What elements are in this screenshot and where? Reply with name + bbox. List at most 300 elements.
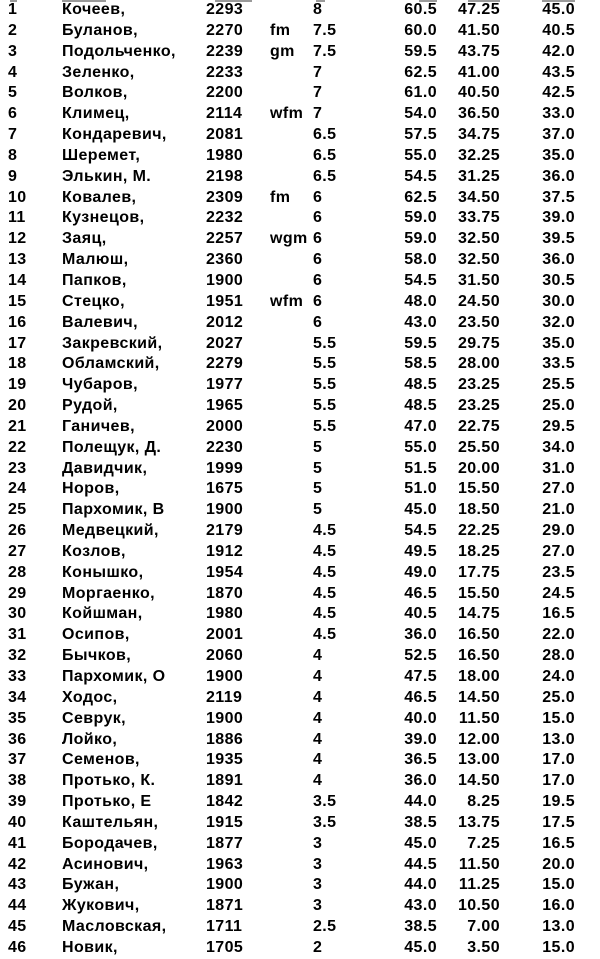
rank-cell: 22 [8,438,27,456]
tiebreak3-cell: 35.0 [542,146,575,164]
rank-cell: 46 [8,938,27,956]
table-row [0,500,600,521]
tiebreak1-cell: 52.5 [404,647,437,665]
player-name-cell: Асинович, [62,855,149,873]
player-name-cell: Подольченко, [62,42,176,60]
player-name-cell: Пархомик, В [62,501,165,519]
rating-cell: 2360 [206,251,244,269]
player-name-cell: Лойко, [62,730,118,748]
tiebreak3-cell: 24.5 [542,584,575,602]
tiebreak3-cell: 36.0 [542,251,575,269]
rank-cell: 3 [8,42,18,60]
tiebreak2-cell: 16.50 [457,647,500,665]
player-name-cell: Полещук, Д. [62,438,162,456]
tiebreak2-cell: 14.75 [457,605,500,623]
table-row [0,63,600,84]
tiebreak1-cell: 48.0 [404,292,437,310]
tiebreak2-cell: 15.50 [457,480,500,498]
tiebreak2-cell: 11.25 [458,876,500,894]
points-cell: 7 [313,105,323,123]
player-name-cell: Бородачев, [62,834,158,852]
player-name-cell: Новик, [62,938,118,956]
tiebreak1-cell: 46.5 [404,584,437,602]
table-row [0,125,600,146]
rating-cell: 1963 [206,855,244,873]
tiebreak1-cell: 54.5 [404,167,437,185]
tiebreak1-cell: 40.0 [404,709,437,727]
rating-cell: 2060 [206,647,244,665]
tiebreak1-cell: 48.5 [404,376,437,394]
tiebreak1-cell: 45.0 [404,834,437,852]
tiebreak3-cell: 15.0 [542,709,575,727]
tiebreak2-cell: 10.50 [457,897,500,915]
points-cell: 4 [313,751,323,769]
tiebreak2-cell: 22.75 [457,417,500,435]
rating-cell: 1900 [206,271,244,289]
player-name-cell: Рудой, [62,397,118,415]
rating-cell: 1951 [206,292,244,310]
player-name-cell: Волков, [62,84,128,102]
rating-cell: 1886 [206,730,244,748]
tiebreak2-cell: 31.25 [457,167,500,185]
points-cell: 4.5 [313,522,337,540]
tiebreak1-cell: 54.5 [404,271,437,289]
rank-cell: 43 [8,876,27,894]
table-row [0,855,600,876]
tiebreak1-cell: 47.5 [404,668,437,685]
tiebreak3-cell: 24.0 [542,668,575,685]
rating-cell: 1977 [206,376,244,394]
rank-cell: 28 [8,563,27,581]
player-name-cell: Каштельян, [62,813,159,831]
rank-cell: 9 [8,167,18,185]
tiebreak2-cell: 34.50 [457,188,500,206]
player-name-cell: Осипов, [62,626,130,644]
tiebreak2-cell: 7.25 [467,834,500,852]
player-name-cell: Заяц, [62,230,107,248]
tiebreak1-cell: 54.5 [404,522,437,540]
tiebreak2-cell: 23.25 [457,376,500,394]
table-row [0,208,600,229]
table-row [0,354,600,375]
rating-cell: 1900 [206,876,244,894]
tiebreak3-cell: 19.5 [542,793,575,811]
player-name-cell: Ганичев, [62,417,135,435]
tiebreak3-cell: 29.5 [542,417,575,435]
points-cell: 4 [313,668,323,685]
player-name-cell: Моргаенко, [62,584,156,602]
points-cell: 4 [313,709,323,727]
tiebreak1-cell: 36.0 [404,772,437,790]
player-name-cell: Шеремет, [62,146,141,164]
rating-cell: 2200 [206,84,244,102]
tiebreak3-cell: 25.5 [542,376,575,394]
points-cell: 5 [313,438,323,456]
fide-title-cell: fm [270,21,291,39]
player-name-cell: Буланов, [62,21,138,39]
tiebreak3-cell: 25.0 [542,397,575,415]
fide-title-cell: wfm [270,105,304,123]
tiebreak2-cell: 11.50 [458,709,500,727]
table-row [0,688,600,709]
tiebreak2-cell: 22.25 [457,522,500,540]
tiebreak3-cell: 43.5 [542,63,575,81]
table-row [0,896,600,917]
player-name-cell: Климец, [62,105,130,123]
points-cell: 6.5 [313,146,337,164]
table-row [0,396,600,417]
tiebreak1-cell: 48.5 [404,397,437,415]
fide-title-cell: gm [270,42,295,60]
rating-cell: 1912 [206,542,244,560]
tiebreak3-cell: 30.5 [542,271,575,289]
tiebreak3-cell: 28.0 [542,647,575,665]
table-row [0,834,600,855]
tiebreak3-cell: 35.0 [542,334,575,352]
rank-cell: 15 [8,292,27,310]
rank-cell: 8 [8,146,18,164]
rank-cell: 38 [8,772,27,790]
rank-cell: 37 [8,751,27,769]
player-name-cell: Бычков, [62,647,132,665]
points-cell: 5.5 [313,417,337,435]
points-cell: 7 [313,63,323,81]
tiebreak3-cell: 15.0 [542,938,575,956]
points-cell: 4.5 [313,605,337,623]
points-cell: 5.5 [313,355,337,373]
tiebreak1-cell: 59.0 [404,230,437,248]
tiebreak1-cell: 58.0 [404,251,437,269]
table-row [0,646,600,667]
table-row [0,792,600,813]
tiebreak3-cell: 40.5 [542,21,575,39]
tiebreak1-cell: 58.5 [404,355,437,373]
rank-cell: 18 [8,355,27,373]
player-name-cell: Ходос, [62,688,118,706]
rank-cell: 30 [8,605,27,623]
rank-cell: 16 [8,313,27,331]
tiebreak3-cell: 15.0 [542,876,575,894]
points-cell: 6 [313,230,323,248]
player-name-cell: Семенов, [62,751,140,769]
player-name-cell: Норов, [62,480,120,498]
rating-cell: 1870 [206,584,244,602]
points-cell: 5.5 [313,334,337,352]
rank-cell: 29 [8,584,27,602]
points-cell: 3 [313,876,323,894]
tiebreak2-cell: 13.00 [457,751,500,769]
rank-cell: 34 [8,688,27,706]
tiebreak3-cell: 42.5 [542,84,575,102]
table-row [0,188,600,209]
rank-cell: 31 [8,626,27,644]
points-cell: 4.5 [313,542,337,560]
rank-cell: 40 [8,813,27,831]
player-name-cell: Кондаревич, [62,126,167,144]
tiebreak2-cell: 31.50 [457,271,500,289]
table-row [0,563,600,584]
table-row [0,271,600,292]
tiebreak1-cell: 43.0 [404,313,437,331]
tiebreak1-cell: 47.0 [404,417,437,435]
tiebreak2-cell: 40.50 [457,84,500,102]
points-cell: 5.5 [313,397,337,415]
rating-cell: 2012 [206,313,244,331]
tiebreak1-cell: 60.5 [404,1,437,18]
tiebreak2-cell: 17.75 [457,563,500,581]
rating-cell: 1999 [206,459,244,477]
rank-cell: 26 [8,522,27,540]
table-row [0,667,600,688]
tiebreak3-cell: 21.0 [542,501,575,519]
rank-cell: 13 [8,251,27,269]
points-cell: 4.5 [313,626,337,644]
rank-cell: 41 [8,834,27,852]
tiebreak1-cell: 39.0 [404,730,437,748]
tiebreak3-cell: 33.0 [542,105,575,123]
rating-cell: 2239 [206,42,244,60]
points-cell: 6 [313,251,323,269]
tiebreak1-cell: 45.0 [404,501,437,519]
points-cell: 4.5 [313,584,337,602]
table-row [0,83,600,104]
tiebreak1-cell: 59.0 [404,209,437,227]
points-cell: 3.5 [313,793,337,811]
rating-cell: 2001 [206,626,244,644]
table-row [0,459,600,480]
player-name-cell: Койшман, [62,605,143,623]
player-name-cell: Жукович, [62,897,140,915]
tiebreak2-cell: 14.50 [457,688,500,706]
table-row [0,917,600,938]
points-cell: 7.5 [313,42,337,60]
points-cell: 6 [313,271,323,289]
tiebreak3-cell: 27.0 [542,542,575,560]
tiebreak1-cell: 51.0 [404,480,437,498]
points-cell: 5 [313,459,323,477]
table-row [0,334,600,355]
tiebreak1-cell: 60.0 [404,21,437,39]
rating-cell: 1900 [206,668,244,685]
rank-cell: 32 [8,647,27,665]
tiebreak2-cell: 32.25 [457,146,500,164]
player-name-cell: Пархомик, О [62,668,166,685]
rating-cell: 2293 [206,1,244,18]
tiebreak1-cell: 44.0 [404,876,437,894]
table-row [0,521,600,542]
tiebreak3-cell: 13.0 [542,918,575,936]
rating-cell: 2081 [206,126,244,144]
tiebreak2-cell: 25.50 [457,438,500,456]
rating-cell: 2198 [206,167,244,185]
player-name-cell: Обламский, [62,355,160,373]
tiebreak3-cell: 36.0 [542,167,575,185]
rank-cell: 19 [8,376,27,394]
rank-cell: 17 [8,334,27,352]
points-cell: 6.5 [313,167,337,185]
points-cell: 7.5 [313,21,337,39]
table-row [0,709,600,730]
player-name-cell: Папков, [62,271,127,289]
table-row [0,875,600,896]
table-row [0,375,600,396]
points-cell: 4 [313,730,323,748]
tiebreak2-cell: 41.00 [457,63,500,81]
rating-cell: 2257 [206,230,244,248]
tiebreak2-cell: 47.25 [457,1,500,18]
rating-cell: 1705 [206,938,244,956]
player-name-cell: Давидчик, [62,459,148,477]
rating-cell: 1871 [206,897,244,915]
table-row [0,0,600,21]
points-cell: 5.5 [313,376,337,394]
player-name-cell: Козлов, [62,542,126,560]
tiebreak3-cell: 25.0 [542,688,575,706]
rank-cell: 25 [8,501,27,519]
table-row [0,813,600,834]
tiebreak2-cell: 18.25 [457,542,500,560]
tiebreak2-cell: 3.50 [467,938,500,956]
rating-cell: 1980 [206,605,244,623]
rating-cell: 1711 [206,918,243,936]
rating-cell: 1980 [206,146,244,164]
rank-cell: 24 [8,480,27,498]
table-row [0,167,600,188]
rank-cell: 39 [8,793,27,811]
rating-cell: 1954 [206,563,244,581]
player-name-cell: Малюш, [62,251,129,269]
player-name-cell: Валевич, [62,313,138,331]
tiebreak2-cell: 18.50 [457,501,500,519]
rating-cell: 1900 [206,501,244,519]
table-row [0,479,600,500]
tiebreak2-cell: 28.00 [457,355,500,373]
tiebreak3-cell: 17.5 [542,813,575,831]
table-row [0,104,600,125]
points-cell: 3.5 [313,813,337,831]
player-name-cell: Кузнецов, [62,209,145,227]
player-name-cell: Протько, К. [62,772,156,790]
tiebreak2-cell: 7.00 [467,918,500,936]
table-row [0,938,600,959]
player-name-cell: Стецко, [62,292,125,310]
rank-cell: 44 [8,897,27,915]
table-row [0,250,600,271]
tiebreak1-cell: 54.0 [404,105,437,123]
fide-title-cell: wfm [270,292,304,310]
rating-cell: 1842 [206,793,244,811]
tiebreak2-cell: 18.00 [457,668,500,685]
tiebreak3-cell: 32.0 [542,313,575,331]
rating-cell: 1675 [206,480,244,498]
tiebreak1-cell: 40.5 [404,605,437,623]
tiebreak1-cell: 49.0 [404,563,437,581]
rank-cell: 14 [8,271,27,289]
table-row [0,542,600,563]
tiebreak1-cell: 46.5 [404,688,437,706]
player-name-cell: Кочеев, [62,1,126,18]
tiebreak2-cell: 41.50 [457,21,500,39]
tiebreak1-cell: 59.5 [404,42,437,60]
points-cell: 6 [313,188,323,206]
tiebreak2-cell: 36.50 [457,105,500,123]
tiebreak1-cell: 45.0 [404,938,437,956]
rank-cell: 6 [8,105,18,123]
tiebreak3-cell: 37.0 [542,126,575,144]
rank-cell: 35 [8,709,27,727]
table-row [0,438,600,459]
table-row [0,771,600,792]
rating-cell: 1877 [206,834,244,852]
rating-cell: 2119 [206,688,243,706]
rank-cell: 45 [8,918,27,936]
tiebreak2-cell: 13.75 [457,813,500,831]
rating-cell: 2000 [206,417,244,435]
player-name-cell: Протько, Е [62,793,152,811]
tiebreak1-cell: 38.5 [404,813,437,831]
fide-title-cell: fm [270,188,291,206]
tiebreak2-cell: 43.75 [457,42,500,60]
player-name-cell: Конышко, [62,563,144,581]
tiebreak2-cell: 11.50 [458,855,500,873]
tiebreak2-cell: 32.50 [457,230,500,248]
rating-cell: 2230 [206,438,244,456]
tiebreak1-cell: 38.5 [404,918,437,936]
rating-cell: 2309 [206,188,244,206]
rank-cell: 5 [8,84,18,102]
rank-cell: 10 [8,188,27,206]
rank-cell: 36 [8,730,27,748]
tiebreak3-cell: 29.0 [542,522,575,540]
points-cell: 3 [313,897,323,915]
tiebreak2-cell: 12.00 [457,730,500,748]
player-name-cell: Севрук, [62,709,127,727]
tiebreak2-cell: 16.50 [457,626,500,644]
tiebreak3-cell: 16.0 [542,897,575,915]
tiebreak3-cell: 22.0 [542,626,575,644]
points-cell: 5 [313,501,323,519]
rank-cell: 23 [8,459,27,477]
tiebreak1-cell: 61.0 [404,84,437,102]
player-name-cell: Ковалев, [62,188,137,206]
table-row [0,21,600,42]
table-row [0,292,600,313]
rating-cell: 2027 [206,334,244,352]
tiebreak3-cell: 42.0 [542,42,575,60]
tiebreak1-cell: 59.5 [404,334,437,352]
tiebreak3-cell: 30.0 [542,292,575,310]
tiebreak2-cell: 24.50 [457,292,500,310]
tiebreak2-cell: 32.50 [457,251,500,269]
player-name-cell: Масловская, [62,918,167,936]
tiebreak1-cell: 43.0 [404,897,437,915]
points-cell: 7 [313,84,323,102]
tiebreak3-cell: 34.0 [542,438,575,456]
rank-cell: 21 [8,417,27,435]
tiebreak3-cell: 39.5 [542,230,575,248]
tiebreak2-cell: 23.50 [457,313,500,331]
rank-cell: 27 [8,542,27,560]
rank-cell: 1 [8,1,18,18]
tiebreak2-cell: 8.25 [467,793,500,811]
rank-cell: 33 [8,668,27,685]
tiebreak2-cell: 15.50 [457,584,500,602]
tiebreak1-cell: 49.5 [404,542,437,560]
points-cell: 4 [313,647,323,665]
rating-cell: 2114 [206,105,243,123]
tiebreak3-cell: 37.5 [542,188,575,206]
rating-cell: 2232 [206,209,244,227]
